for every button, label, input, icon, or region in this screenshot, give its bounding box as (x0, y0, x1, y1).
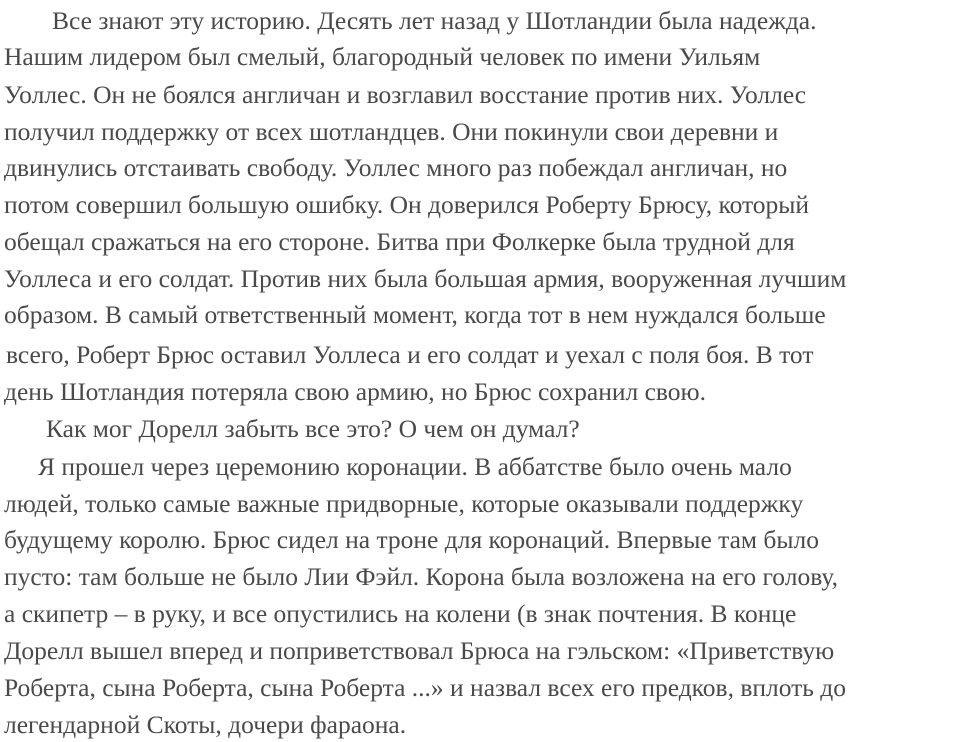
text-line: легендарной Скоты, дочери фараона. (4, 710, 407, 739)
text-line: людей, только самые важные придворные, которые оказывали поддержку (4, 489, 804, 518)
text-line: обещал сражаться на его стороне. Битва при Фолкерке была трудной для (4, 227, 795, 256)
text-line: получил поддержку от всех шотландцев. Они покинули свои деревни и (4, 117, 779, 146)
text-line: Все знают эту историю. Десять лет назад у Шотландии была надежда. (52, 6, 817, 35)
text-line: Нашим лидером был смелый, благородный человек по имени Уильям (4, 42, 761, 71)
text-line: всего, Роберт Брюс оставил Уоллеса и его солдат и уехал с поля боя. В тот (6, 340, 814, 369)
text-line: пусто: там больше не было Лии Фэйл. Корона была возложена на его голову, (4, 562, 838, 591)
text-line: Как мог Дорелл забыть все это? О чем он думал? (46, 414, 580, 443)
text-line: Дорелл вышел вперед и поприветствовал Брюса на гэльском: «Приветствую (4, 636, 835, 665)
text-line: а скипетр – в руку, и все опустились на колени (в знак почтения. В конце (4, 599, 797, 628)
text-line: Уоллес. Он не боялся англичан и возглавил восстание против них. Уоллес (4, 80, 807, 109)
text-line: Уоллеса и его солдат. Против них была большая армия, вооруженная лучшим (4, 264, 847, 293)
text-line: двинулись отстаивать свободу. Уоллес много раз побеждал англичан, но (4, 153, 788, 182)
text-line: будущему королю. Брюс сидел на троне для коронаций. Впервые там было (4, 525, 820, 554)
text-line: Я прошел через церемонию коронации. В аббатстве было очень мало (38, 452, 792, 481)
text-line: Роберта, сына Роберта, сына Роберта ...» и назвал всех его предков, вплоть до (4, 673, 847, 702)
text-line: потом совершил большую ошибку. Он доверился Роберту Брюсу, который (4, 190, 810, 219)
text-line: день Шотландия потеряла свою армию, но Брюс сохранил свою. (4, 377, 706, 406)
text-line: образом. В самый ответственный момент, когда тот в нем нуждался больше (4, 300, 826, 329)
